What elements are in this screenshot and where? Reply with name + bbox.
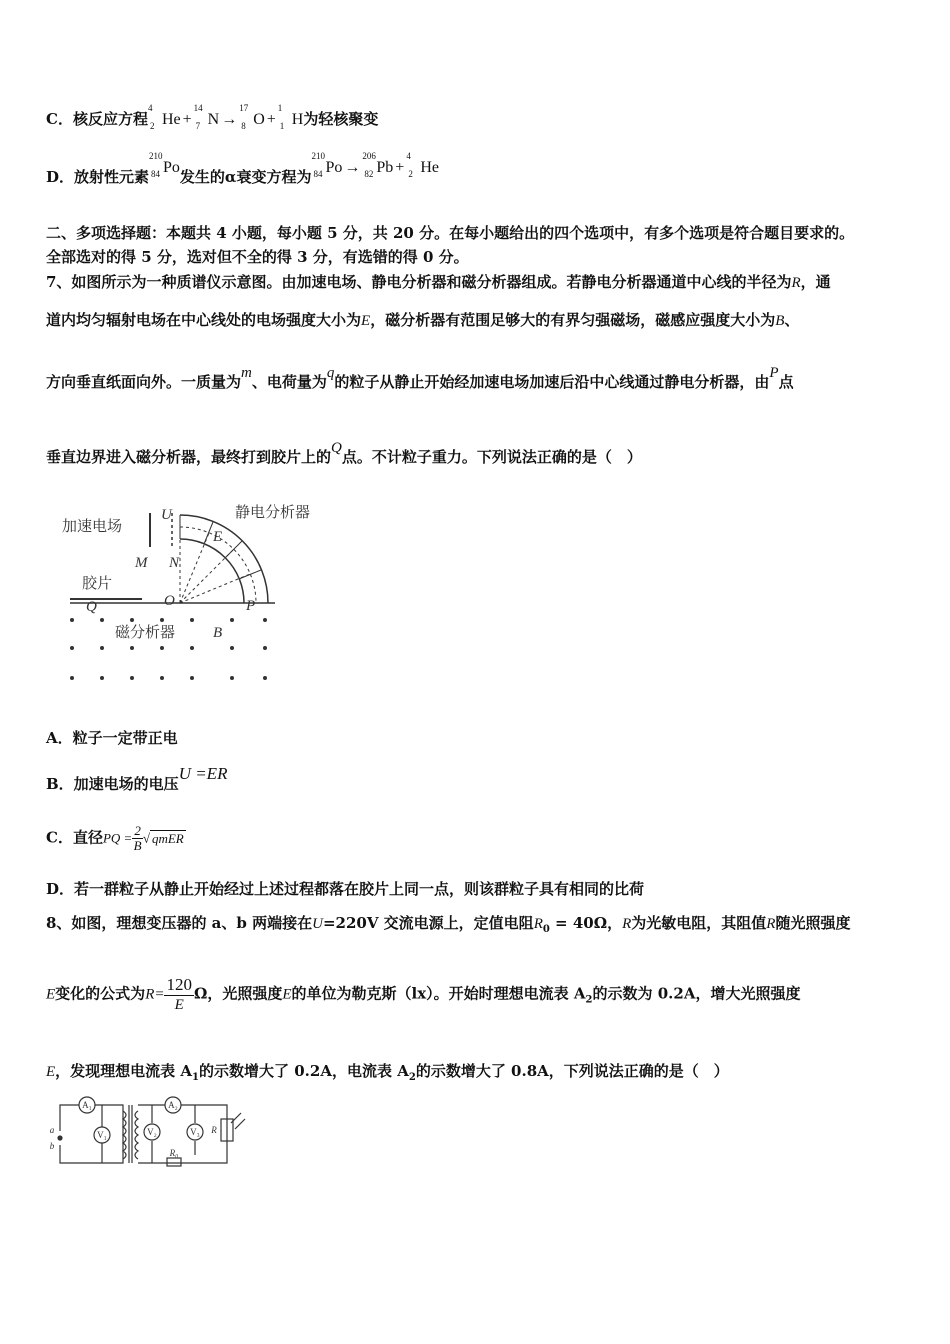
q7-line-2: 道内均匀辐射电场在中心线处的电场强度大小为E，磁分析器有范围足够大的有界匀强磁场，磁感应强度大小为B、 <box>46 311 800 329</box>
option-c-line <box>46 103 379 131</box>
fig8-A2: A₂ <box>168 1100 178 1110</box>
q7-option-b: B．加速电场的电压U =ER <box>46 764 228 793</box>
fig7-O: O <box>164 593 175 609</box>
fig7-B: B <box>213 625 223 641</box>
fig7-Q: Q <box>86 599 97 615</box>
fig8-V1: V₁ <box>97 1130 107 1140</box>
option-d-label: D．放射性元素 <box>46 168 150 186</box>
nuclide-po: 210 84 Po <box>149 151 180 179</box>
fig8-R0: R₀ <box>169 1148 179 1158</box>
fig8-R: R <box>211 1125 217 1135</box>
nuclide-h: 1 1 H <box>277 103 304 131</box>
nuclide-o: 17 8 O <box>239 103 265 131</box>
option-d-mid: 发生的α衰变方程为 <box>179 168 312 186</box>
fig7-electro-label: 静电分析器 <box>235 503 311 521</box>
reaction-equation: 4 2 He + 14 7 N → 17 8 O + 1 1 H <box>147 103 304 131</box>
option-c-label: C．核反应方程 <box>46 110 148 128</box>
fig7-accel-label: 加速电场 <box>62 517 123 535</box>
q8-line-1: 8、如图，理想变压器的 a、b 两端接在U=220V 交流电源上，定值电阻$R_0 = 40\Omega$，R为光敏电阻，其阻值R随光照强度 <box>46 914 851 935</box>
q7-c-fraction: $\frac{2}{B}$ <box>133 823 142 853</box>
q7-line-3: 方向垂直纸面向外。一质量为m、电荷量为q的粒子从静止开始经加速电场加速后沿中心线通过静电分析器，由P点 <box>46 365 794 391</box>
fig7-P: P <box>246 598 256 614</box>
q7-line-4: 垂直边界进入磁分析器，最终打到胶片上的Q点。不计粒子重力。下列说法正确的是（ ） <box>46 440 642 466</box>
fig8-a: a <box>49 1125 55 1135</box>
q7-line-1: 7、如图所示为一种质谱仪示意图。由加速电场、静电分析器和磁分析器组成。若静电分析器通道中心线的半径为R，通 <box>46 273 831 291</box>
q7-option-c: C．直径PQ = $\frac{2}{B}$ √ qmER <box>46 823 184 853</box>
fig7-magnet-label: 磁分析器 <box>115 623 176 641</box>
nuclide-n: 14 7 N <box>193 103 220 131</box>
fig8-V3: V₃ <box>190 1127 200 1137</box>
q8-line-3: E，发现理想电流表 $A_1$的示数增大了 0.2A，电流表 $A_2$的示数增大了 0.8A，下列说法正确的是（ ） <box>46 1062 729 1083</box>
section2-heading-1: 二、多项选择题：本题共 4 小题，每小题 5 分，共 20 分。在每小题给出的四个选项中，有多个选项是符合题目要求的。 <box>46 224 855 242</box>
section2-heading-2: 全部选对的得 5 分，选对但不全的得 3 分，有选错的得 0 分。 <box>46 248 469 266</box>
transformer-circuit-figure <box>45 1093 250 1168</box>
option-c-tail: 为轻核聚变 <box>303 110 379 128</box>
fig7-E: E <box>213 529 223 545</box>
fig8-A1: A₁ <box>82 1100 92 1110</box>
option-d-line <box>46 151 439 187</box>
fig7-film-label: 胶片 <box>82 574 113 592</box>
nuclide-he: 4 2 He <box>147 103 181 131</box>
q8-fraction: $\frac{120}{E}$ <box>166 975 192 1013</box>
q7-c-sqrt: √ qmER <box>142 830 184 846</box>
q8-line-2: E变化的公式为R= $\frac{120}{E}$ Ω，光照强度E的单位为勒克斯（lx）。开始时理想电流表 $A_2$的示数为 0.2A，增大光照强度 <box>46 975 801 1013</box>
fig8-V2: V₂ <box>147 1127 157 1137</box>
fig7-M: M <box>135 555 148 571</box>
fig7-N: N <box>169 555 180 571</box>
q7-option-a: A．粒子一定带正电 <box>46 729 178 747</box>
fig8-b: b <box>49 1141 55 1151</box>
fig7-U: U <box>161 507 172 523</box>
decay-equation: 210 84 Po → 206 82 Pb + 4 2 He <box>311 151 439 179</box>
mass-spectrometer-figure <box>60 495 345 690</box>
q7-option-d: D．若一群粒子从静止开始经过上述过程都落在胶片上同一点，则该群粒子具有相同的比荷 <box>46 880 645 898</box>
